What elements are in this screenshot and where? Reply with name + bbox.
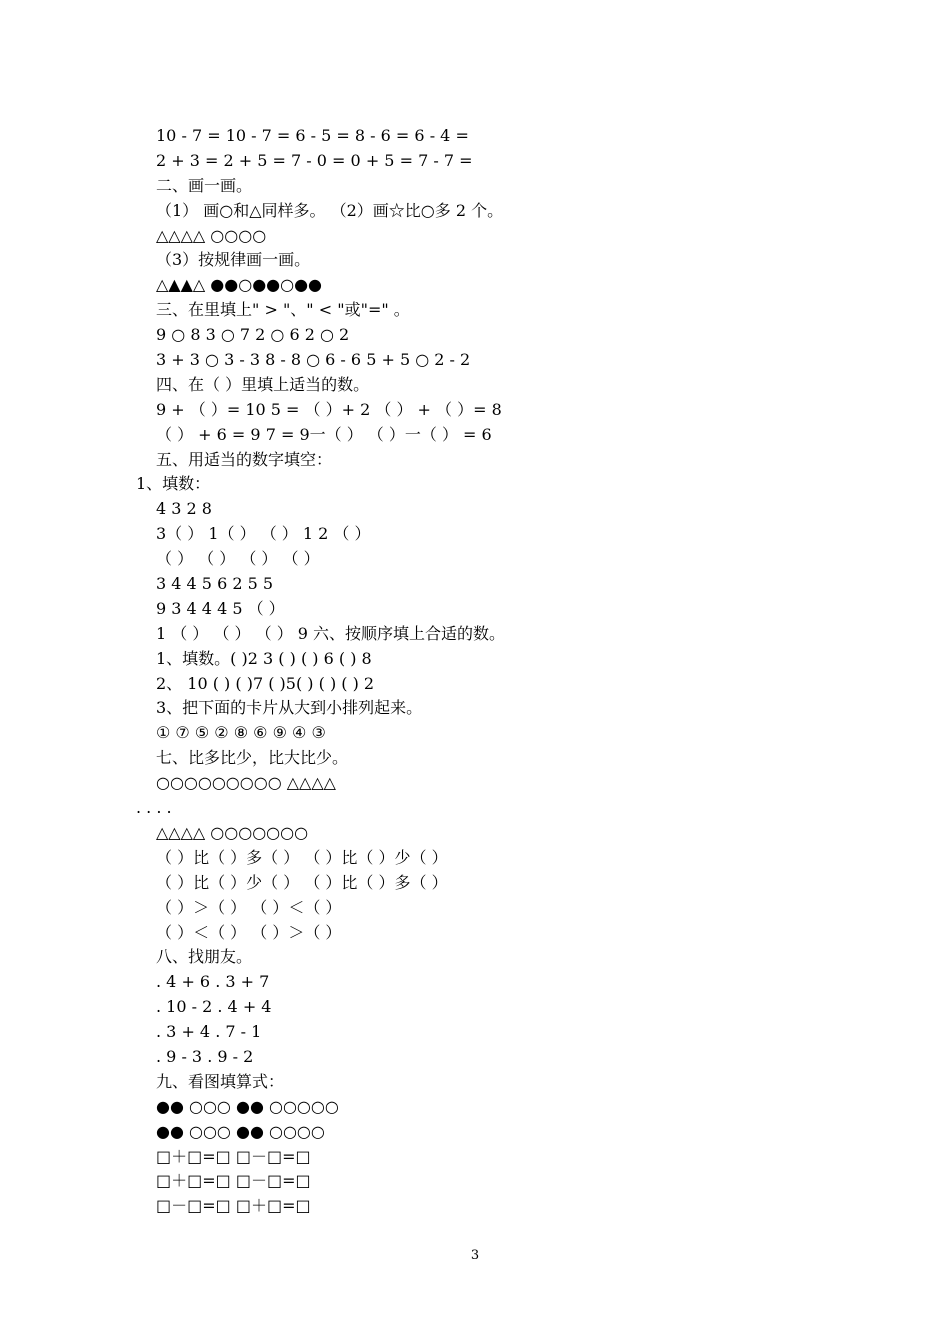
text-line: . . . . [136, 798, 172, 818]
text-line: （ ）比（ ）多（ ） （ ）比（ ）少（ ） [156, 847, 448, 867]
text-line: （ ） + 6 = 9 7 = 9一（ ） （ ）一（ ） = 6 [156, 424, 492, 444]
text-line: . 10 - 2 . 4 + 4 [156, 997, 272, 1017]
text-line: 3（ ） 1（ ） （ ） 1 2 （ ） [156, 524, 371, 544]
worksheet-body [0, 124, 950, 1219]
text-line: 3 4 4 5 6 2 5 5 [156, 574, 274, 594]
text-line: 1、填数。( )2 3 ( ) ( ) 6 ( ) 8 [156, 648, 372, 668]
text-line: □＋□=□ □－□=□ [156, 1146, 311, 1166]
section-heading: 五、用适当的数字填空： [156, 449, 333, 469]
text-line: 2、 10 ( ) ( )7 ( )5( ) ( ) ( ) 2 [156, 673, 375, 693]
text-line: 1 （ ） （ ） （ ） 9 六、按顺序填上合适的数。 [156, 623, 506, 643]
text-line: （1） 画○和△同样多。 （2）画☆比○多 2 个。 [156, 200, 504, 220]
text-line: 9 3 4 4 4 5 （ ） [156, 598, 285, 618]
text-line: . 4 + 6 . 3 + 7 [156, 972, 270, 992]
text-line: ○○○○○○○○○ △△△△ [156, 773, 336, 793]
text-line: □－□=□ □＋□=□ [156, 1196, 311, 1216]
section-heading: 二、画一画。 [156, 175, 253, 195]
text-line: 3、把下面的卡片从大到小排列起来。 [156, 698, 423, 718]
text-line: （ ）＞（ ） （ ）＜（ ） [156, 897, 342, 917]
text-line: △△△△ ○○○○ [156, 225, 267, 245]
text-line: 2 + 3 = 2 + 5 = 7 - 0 = 0 + 5 = 7 - 7 = [156, 150, 473, 170]
section-heading: 四、在（ ）里填上适当的数。 [156, 374, 370, 394]
text-line: 3 + 3 ○ 3 - 3 8 - 8 ○ 6 - 6 5 + 5 ○ 2 - 2 [156, 350, 471, 370]
text-line: 4 3 2 8 [156, 499, 212, 519]
text-line: 9 ○ 8 3 ○ 7 2 ○ 6 2 ○ 2 [156, 325, 350, 345]
text-line: △△△△ ○○○○○○○ [156, 822, 309, 842]
section-heading: 九、看图填算式： [156, 1071, 285, 1091]
text-line: 10 - 7 = 10 - 7 = 6 - 5 = 8 - 6 = 6 - 4 = [156, 126, 469, 145]
section-heading: 三、在里填上" > "、" < "或"=" 。 [156, 300, 410, 320]
text-line: （ ） （ ） （ ） （ ） [156, 549, 320, 569]
text-line: （ ）比（ ）少（ ） （ ）比（ ）多（ ） [156, 872, 448, 892]
text-line: △▲▲△ ●●○●●○●● [156, 275, 322, 295]
text-line: . 9 - 3 . 9 - 2 [156, 1046, 254, 1066]
section-heading: 七、比多比少，比大比少。 [156, 748, 349, 768]
text-line: . 3 + 4 . 7 - 1 [156, 1022, 262, 1042]
text-line: （ ）＜（ ） （ ）＞（ ） [156, 922, 342, 942]
text-line: （3）按规律画一画。 [156, 250, 311, 270]
text-line: ●● ○○○ ●● ○○○○ [156, 1121, 325, 1141]
text-line: 1、填数： [136, 474, 211, 494]
text-line: 9 + （ ）= 10 5 = （ ）+ 2 （ ） + （ ）= 8 [156, 399, 502, 419]
section-heading: 八、找朋友。 [156, 947, 253, 967]
text-line: ●● ○○○ ●● ○○○○○ [156, 1096, 339, 1116]
text-line: □＋□=□ □－□=□ [156, 1171, 311, 1191]
page-number: 3 [470, 1248, 480, 1263]
text-line: ① ⑦ ⑤ ② ⑧ ⑥ ⑨ ④ ③ [156, 723, 326, 743]
